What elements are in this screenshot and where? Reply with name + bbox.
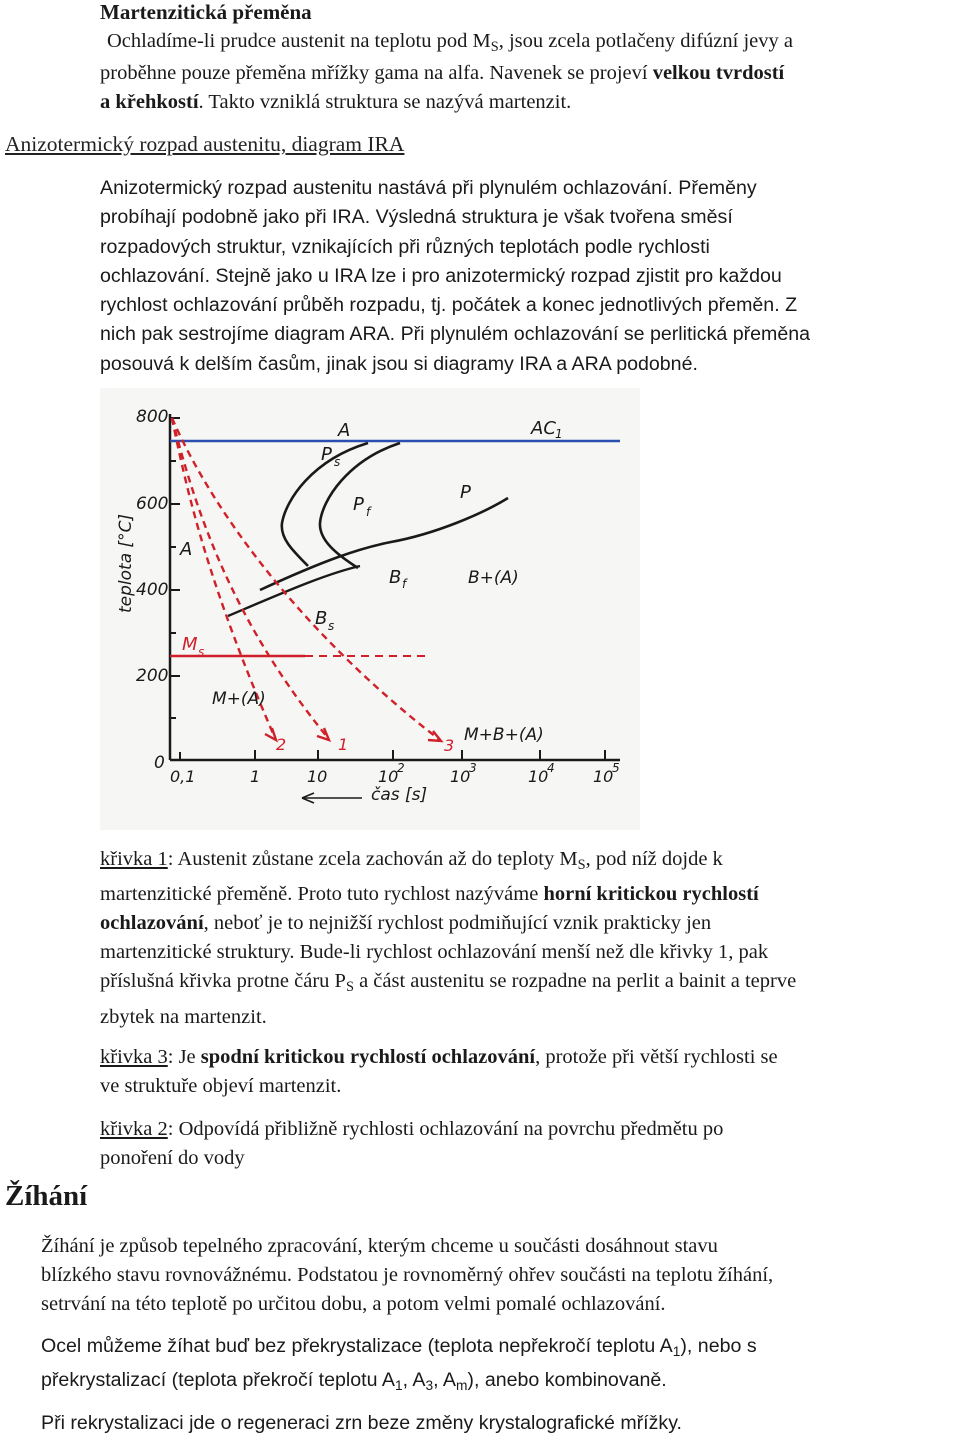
paragraph-line: rozpadových struktur, vznikajících při různých teplotách podle rychlosti — [100, 235, 710, 258]
ara-diagram — [100, 388, 640, 830]
x-axis-label: čas [s] — [371, 785, 428, 805]
label-bf-sub: f — [402, 577, 407, 591]
paragraph-line: rychlost ochlazování průběh rozpadu, tj. počátek a konec jednotlivých přeměn. Z — [100, 294, 798, 317]
subscript: S — [490, 39, 499, 55]
x-tick-label: 10 — [528, 767, 549, 786]
text-run: a část austenitu se rozpadne na perlit a bainit a teprve — [353, 970, 797, 992]
label-austenite-top: A — [338, 420, 351, 441]
label-ac1: AC — [531, 418, 556, 439]
bold-term: a křehkostí — [100, 91, 199, 113]
x-tick-exponent: 5 — [612, 761, 620, 775]
subscript: S — [345, 979, 354, 995]
text-run: ), anebo kombinovaně. — [467, 1369, 667, 1391]
x-tick-exponent: 3 — [469, 761, 477, 775]
paragraph-line: zbytek na martenzit. — [100, 1006, 267, 1028]
label-martensite-austenite: M+(A) — [212, 689, 266, 709]
label-curve-1: 1 — [338, 735, 349, 754]
subscript: 3 — [425, 1378, 434, 1393]
x-tick-exponent: 4 — [547, 761, 555, 775]
x-tick-exponent: 2 — [397, 761, 405, 775]
label-pf-sub: f — [366, 505, 371, 519]
x-tick-label: 0,1 — [170, 767, 196, 786]
x-tick-label: 1 — [250, 767, 261, 786]
paragraph-line: Při rekrystalizaci jde o regeneraci zrn beze změny krystalografické mřížky. — [41, 1412, 682, 1434]
y-axis-label: teplota [°C] — [116, 513, 136, 613]
text-run: martenzitické přeměně. Proto tuto rychlost nazýváme — [100, 883, 544, 905]
label-austenite-left: A — [180, 539, 193, 560]
text-run: proběhne pouze přeměna mřížky gama na alfa. Navenek se projeví — [100, 62, 653, 84]
subscript: S — [577, 857, 586, 873]
paragraph-line — [100, 1043, 778, 1072]
label-ps: P — [321, 444, 332, 465]
x-tick-label: 10 — [450, 767, 471, 786]
ara-diagram-svg — [100, 388, 640, 830]
curve-3-label: křivka 3 — [100, 1046, 168, 1068]
paragraph-line — [100, 59, 784, 88]
paragraph-line — [100, 909, 711, 938]
label-pearlite: P — [460, 482, 471, 503]
bold-term: ochlazování — [100, 912, 204, 934]
curve-2-label: křivka 2 — [100, 1118, 168, 1140]
paragraph-line: Anizotermický rozpad austenitu nastává při plynulém ochlazování. Přeměny — [100, 177, 757, 199]
label-pf: P — [353, 494, 364, 515]
text-run: , A — [433, 1369, 456, 1391]
text-run: , jsou zcela potlačeny difúzní jevy a — [498, 30, 793, 52]
y-tick-label: 400 — [136, 580, 169, 600]
curve-1-label: křivka 1 — [100, 848, 168, 870]
bold-term: horní kritickou rychlostí — [543, 883, 759, 905]
label-bs: B — [315, 608, 328, 629]
paragraph-line: ochlazování. Stejně jako u IRA lze i pro anizotermický rozpad zjistit pro každou — [100, 264, 782, 287]
paragraph-line — [100, 845, 723, 874]
label-bainite-austenite: B+(A) — [468, 568, 519, 588]
label-curve-3: 3 — [444, 736, 455, 755]
paragraph-line: setrvání na této teplotě po určitou dobu, a potom velmi pomalé ochlazování. — [41, 1293, 666, 1315]
label-curve-2: 2 — [276, 735, 287, 754]
subscript: 1 — [394, 1378, 403, 1393]
text-run: : Je — [167, 1046, 201, 1068]
paragraph-line — [107, 27, 793, 56]
text-run: , protože při větší rychlosti se — [535, 1046, 778, 1068]
text-run: : Odpovídá přibližně rychlosti ochlazování na povrchu předmětu po — [167, 1118, 724, 1140]
y-tick-label: 0 — [154, 753, 165, 773]
label-ms-sub: s — [198, 645, 205, 659]
paragraph-line: posouvá k delším časům, jinak jsou si diagramy IRA a ARA podobné. — [100, 352, 698, 375]
text-run: Ocel můžeme žíhat buď bez překrystalizace (teplota nepřekročí teplotu A — [41, 1335, 673, 1357]
label-ps-sub: s — [334, 455, 341, 469]
label-bf: B — [389, 567, 402, 588]
bold-term: velkou tvrdostí — [652, 62, 785, 84]
paragraph-line — [100, 88, 571, 117]
paragraph-line: nich pak sestrojíme diagram ARA. Při plynulém ochlazování se perlitická přeměna — [100, 323, 811, 346]
y-tick-label: 800 — [136, 407, 169, 427]
section-heading-annealing: Žíhání — [5, 1180, 88, 1212]
paragraph-line: blízkého stavu rovnovážnému. Podstatou je rovnoměrný ohřev součásti na teplotu žíhání, — [41, 1264, 774, 1286]
paragraph-line: probíhají podobně jako při IRA. Výsledná struktura je však tvořena směsí — [100, 206, 733, 229]
paragraph-line: Žíhání je způsob tepelného zpracování, kterým chceme u součásti dosáhnout stavu — [41, 1235, 718, 1257]
y-tick-label: 600 — [136, 494, 169, 514]
section-heading-martensite: Martenzitická přeměna — [100, 0, 312, 24]
paragraph-line — [100, 967, 796, 996]
paragraph-line — [41, 1365, 667, 1395]
text-run: , A — [402, 1369, 426, 1391]
text-run: , pod níž dojde k — [585, 848, 723, 870]
label-ac1-sub: 1 — [555, 427, 563, 441]
text-run: překrystalizací (teplota překročí teplotu A — [41, 1369, 395, 1391]
paragraph-line: ve struktuře objeví martenzit. — [100, 1075, 342, 1097]
paragraph-line: martenzitické struktury. Bude-li rychlost ochlazování menší než dle křivky 1, pak — [100, 941, 769, 963]
text-run: Ochladíme-li prudce austenit na teplotu pod M — [107, 30, 491, 52]
x-tick-label: 10 — [307, 767, 328, 786]
paragraph-line — [100, 1115, 723, 1144]
x-tick-label: 10 — [593, 767, 614, 786]
paragraph-line — [41, 1331, 757, 1361]
label-martensite-bainite-austenite: M+B+(A) — [464, 725, 544, 745]
bold-term: spodní kritickou rychlostí ochlazování — [200, 1046, 536, 1068]
x-tick-label: 10 — [378, 767, 399, 786]
subscript: m — [455, 1378, 468, 1393]
text-run: : Austenit zůstane zcela zachován až do teploty M — [167, 848, 578, 870]
section-heading-anisothermal: Anizotermický rozpad austenitu, diagram IRA — [5, 132, 405, 156]
text-run: , neboť je to nejnižší rychlost podmiňující vznik prakticky jen — [203, 912, 712, 934]
paragraph-anisothermal — [100, 174, 810, 379]
text-run: ), nebo s — [680, 1335, 757, 1357]
paragraph-annealing — [41, 1232, 773, 1319]
text-run: . Takto vzniklá struktura se nazývá martenzit. — [198, 91, 572, 113]
label-bs-sub: s — [328, 619, 335, 633]
paragraph-line: ponoření do vody — [100, 1147, 245, 1169]
subscript: 1 — [672, 1344, 681, 1359]
text-run: příslušná křivka protne čáru P — [100, 970, 346, 992]
paragraph-line — [100, 880, 759, 909]
label-ms: M — [182, 634, 198, 655]
y-tick-label: 200 — [136, 666, 169, 686]
